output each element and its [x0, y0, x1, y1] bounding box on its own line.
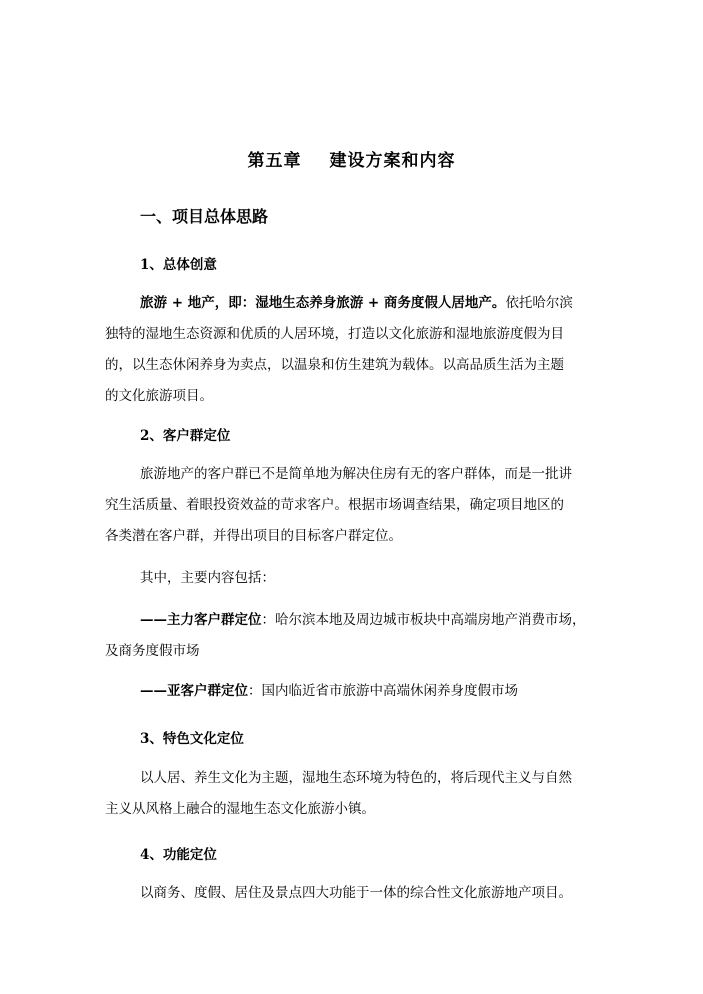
- secondary-label: ——亚客户群定位: [140, 683, 248, 699]
- lead-rest: 依托哈尔滨: [505, 295, 573, 311]
- section-heading: 一、项目总体思路: [140, 207, 269, 226]
- subheading-overall-idea: 1、总体创意: [140, 257, 217, 273]
- paragraph-line: 以人居、养生文化为主题，湿地生态环境为特色的，将后现代主义与自然: [140, 770, 572, 786]
- paragraph-cultural-positioning: [105, 763, 605, 825]
- paragraph-customer-positioning: [105, 459, 605, 552]
- paragraph-line: 及商务度假市场: [105, 643, 200, 659]
- secondary-text: 国内临近省市旅游中高端休闲养身度假市场: [261, 683, 518, 699]
- chapter-title: 建设方案和内容: [329, 151, 456, 171]
- paragraph-primary-customers: [105, 605, 605, 667]
- paragraph-line: 其中，主要内容包括：: [140, 570, 275, 586]
- paragraph-overall-idea: [105, 288, 605, 412]
- primary-text: 哈尔滨本地及周边城市板块中高端房地产消费市场，: [275, 612, 586, 628]
- paragraph-line: [105, 288, 605, 319]
- paragraph-main-contents: [105, 563, 605, 594]
- paragraph-secondary-customers: [105, 676, 605, 707]
- paragraph-line: 以商务、度假、居住及景点四大功能于一体的综合性文化旅游地产项目。: [140, 885, 572, 901]
- chapter-number: 第五章: [247, 151, 302, 171]
- paragraph-line: 旅游地产的客户群已不是简单地为解决住房有无的客户群体，而是一批讲: [140, 466, 572, 482]
- paragraph-line: 主义从风格上融合的湿地生态文化旅游小镇。: [105, 801, 375, 817]
- paragraph-line: 的文化旅游项目。: [105, 388, 213, 404]
- paragraph-line: 独特的湿地生态资源和优质的人居环境，打造以文化旅游和湿地旅游度假为目: [105, 326, 564, 342]
- subheading-cultural-positioning: 3、特色文化定位: [140, 731, 244, 747]
- paragraph-line: [105, 676, 605, 707]
- subheading-customer-positioning: 2、客户群定位: [140, 428, 231, 444]
- colon: ：: [261, 612, 275, 628]
- chapter-heading: [0, 146, 703, 171]
- colon: ：: [248, 683, 262, 699]
- paragraph-line: 各类潜在客户群，并得出项目的目标客户群定位。: [105, 528, 402, 544]
- paragraph-line: 究生活质量、着眼投资效益的苛求客户。根据市场调查结果，确定项目地区的: [105, 497, 564, 513]
- subheading-function-positioning: 4、功能定位: [140, 847, 217, 863]
- paragraph-line: [105, 605, 605, 636]
- bold-lead: 旅游 + 地产，即：湿地生态养身旅游 + 商务度假人居地产。: [140, 295, 506, 311]
- paragraph-line: 的，以生态休闲养身为卖点，以温泉和仿生建筑为载体。以高品质生活为主题: [105, 357, 564, 373]
- paragraph-function-positioning: [105, 878, 605, 909]
- primary-label: ——主力客户群定位: [140, 612, 262, 628]
